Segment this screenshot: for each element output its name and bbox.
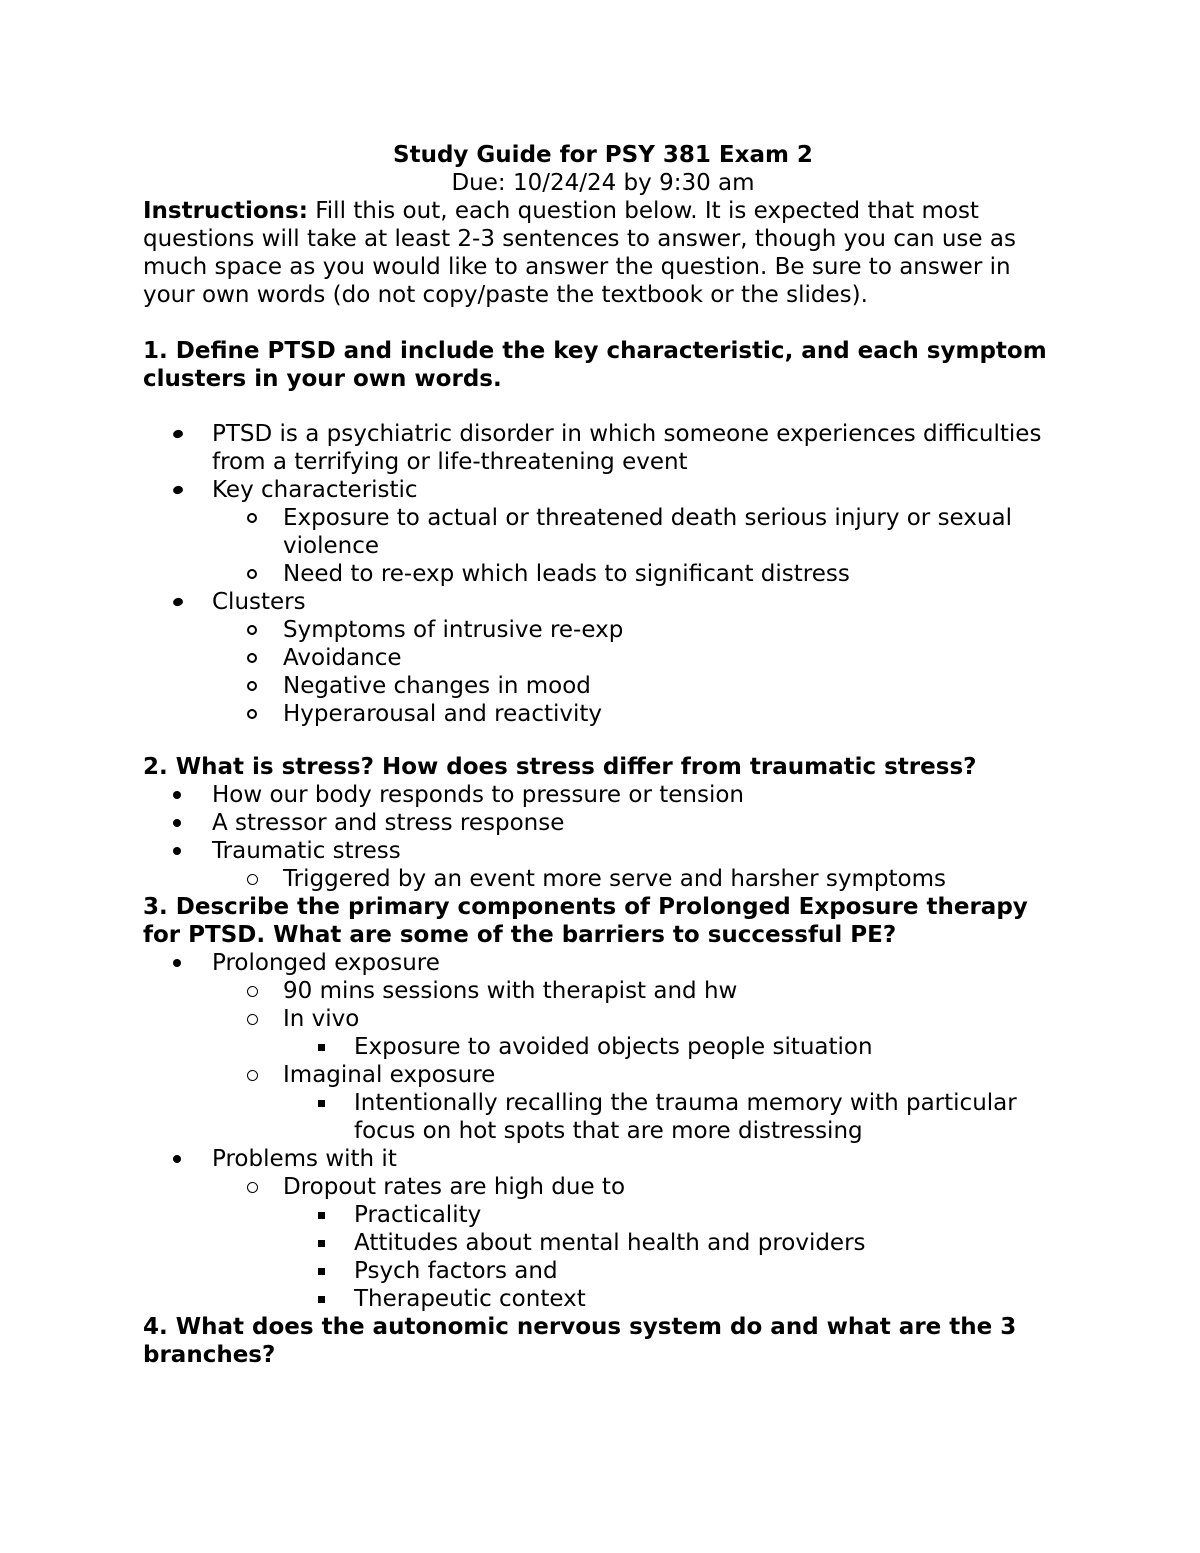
list-item: Avoidance — [143, 644, 1063, 672]
bullet-icon — [172, 429, 184, 439]
list-item: In vivo — [143, 1005, 1063, 1033]
list-item: Imaginal exposure — [143, 1061, 1063, 1089]
question-3: 3. Describe the primary components of Prolonged Exposure therapy for PTSD. What are some of the barriers to successful PE? — [143, 894, 1028, 948]
list-item: Symptoms of intrusive re-exp — [143, 616, 1063, 644]
document-title: Study Guide for PSY 381 Exam 2 — [393, 142, 813, 168]
list-item: 90 mins sessions with therapist and hw — [143, 977, 1063, 1005]
circle-bullet-icon — [247, 625, 257, 635]
circle-bullet-icon — [247, 681, 257, 691]
list-item: Clusters — [143, 588, 1063, 616]
list-item: Triggered by an event more serve and harsher symptoms — [143, 865, 1063, 893]
q3-answer-list — [143, 949, 1063, 1313]
square-bullet-icon — [318, 1240, 325, 1247]
circle-bullet-icon — [247, 1070, 258, 1081]
instructions-label: Instructions: — [143, 198, 308, 224]
bullet-icon — [172, 485, 184, 495]
list-item: Exposure to actual or threatened death serious injury or sexual violence — [143, 504, 1063, 560]
square-bullet-icon — [318, 1100, 325, 1107]
circle-bullet-icon — [247, 653, 257, 663]
list-item: Prolonged exposure — [143, 949, 1063, 977]
circle-bullet-icon — [247, 513, 257, 523]
list-item: Exposure to avoided objects people situation — [143, 1033, 1063, 1061]
question-1: 1. Define PTSD and include the key characteristic, and each symptom clusters in your own words. — [143, 338, 1047, 392]
due-date: Due: 10/24/24 by 9:30 am — [451, 170, 755, 196]
bullet-icon — [173, 791, 181, 799]
list-item: Practicality — [143, 1201, 1063, 1229]
document-page — [143, 141, 1063, 1369]
square-bullet-icon — [318, 1296, 325, 1303]
list-item: Psych factors and — [143, 1257, 1063, 1285]
list-item: Hyperarousal and reactivity — [143, 700, 1063, 728]
list-item: A stressor and stress response — [143, 809, 1063, 837]
question-4: 4. What does the autonomic nervous system do and what are the 3 branches? — [143, 1314, 1017, 1368]
square-bullet-icon — [318, 1268, 325, 1275]
question-2: 2. What is stress? How does stress differ from traumatic stress? — [143, 754, 977, 780]
list-item: Therapeutic context — [143, 1285, 1063, 1313]
list-item: Intentionally recalling the trauma memory with particular focus on hot spots that are more distressing — [143, 1089, 1063, 1145]
square-bullet-icon — [318, 1044, 325, 1051]
list-item: Dropout rates are high due to — [143, 1173, 1063, 1201]
bullet-icon — [173, 819, 181, 827]
list-item: Key characteristic — [143, 476, 1063, 504]
bullet-icon — [172, 597, 184, 607]
instructions-text: Fill this out, each question below. It is expected that most questions will take at least 2-3 sentences to answer, though you can use as much space as you would like to answer the question. Be sure to answer in your own words (do not copy/paste the textbook or the slides). — [143, 198, 1016, 308]
circle-bullet-icon — [247, 569, 257, 579]
list-item: How our body responds to pressure or tension — [143, 781, 1063, 809]
list-item: Traumatic stress — [143, 837, 1063, 865]
bullet-icon — [173, 959, 181, 967]
list-item: Attitudes about mental health and providers — [143, 1229, 1063, 1257]
bullet-icon — [173, 1155, 181, 1163]
list-item: Negative changes in mood — [143, 672, 1063, 700]
list-item: Need to re-exp which leads to significant distress — [143, 560, 1063, 588]
circle-bullet-icon — [247, 1014, 258, 1025]
q2-answer-list — [143, 781, 1063, 893]
circle-bullet-icon — [247, 1182, 258, 1193]
circle-bullet-icon — [247, 986, 258, 997]
bullet-icon — [173, 847, 181, 855]
circle-bullet-icon — [247, 709, 257, 719]
q1-answer-list — [143, 420, 1063, 728]
square-bullet-icon — [318, 1212, 325, 1219]
list-item: Problems with it — [143, 1145, 1063, 1173]
instructions-paragraph — [143, 197, 1063, 309]
list-item: PTSD is a psychiatric disorder in which someone experiences difficulties from a terrifying or life-threatening event — [143, 420, 1063, 476]
circle-bullet-icon — [247, 874, 258, 885]
